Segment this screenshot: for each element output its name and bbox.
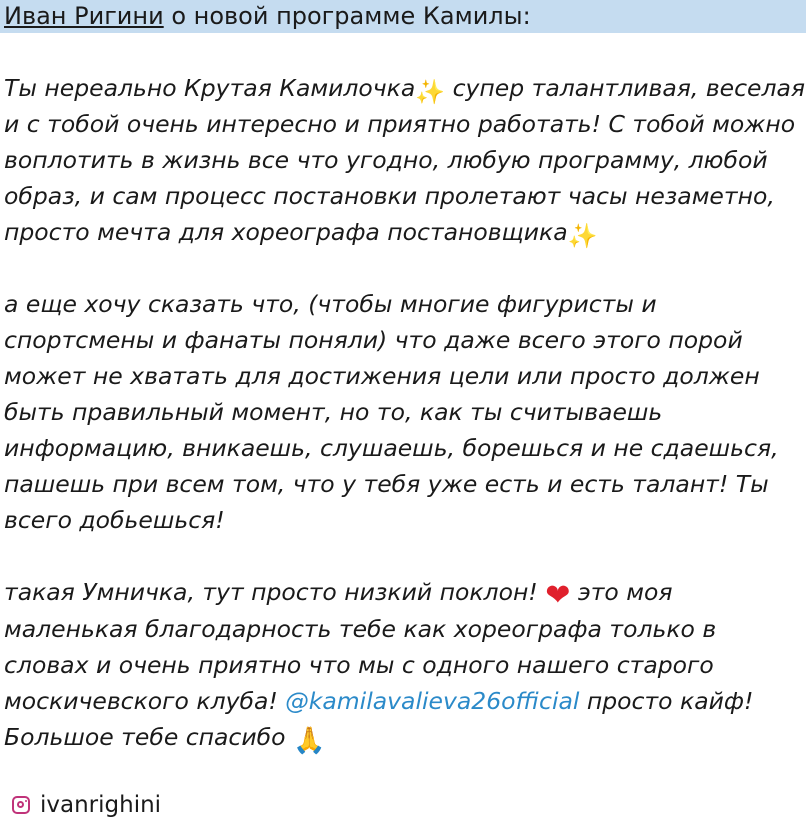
paragraph-3 bbox=[4, 574, 806, 755]
paragraph-2: а еще хочу сказать что, (чтобы многие фигуристы и спортсмены и фанаты поняли) что даже всего этого порой может не хватать для достижения цели или просто должен быть правильный момент, но то, как ты считываешь информацию, вникаешь, слушаешь, борешься и не сдаешься, пашешь при всем том, что у тебя уже есть и есть талант! Ты всего добьешься! bbox=[4, 290, 779, 534]
praying-hands-icon: 🙏 bbox=[292, 726, 326, 756]
paragraph-spacer bbox=[4, 538, 806, 574]
paragraph-spacer bbox=[4, 250, 806, 286]
paragraph-3-text-c: просто кайф! Большое тебе спасибо bbox=[4, 687, 754, 751]
post-footer bbox=[12, 788, 161, 822]
author-link[interactable]: Иван Ригини bbox=[4, 2, 164, 30]
sparkles-icon: ✨ bbox=[415, 78, 446, 106]
paragraph-1-text-a: Ты нереально Крутая Камилочка bbox=[4, 74, 416, 102]
paragraph-1-text-b: супер талантливая, веселая и с тобой очень интересно и приятно работать! С тобой можно воплотить в жизнь все что угодно, любую программу, любой образ, и сам процесс постановки пролетают часы незаметно, просто мечта для хореографа постановщика bbox=[4, 74, 806, 246]
paragraph-1 bbox=[4, 70, 806, 250]
paragraph-3-text-a: такая Умничка, тут просто низкий поклон! bbox=[4, 578, 546, 606]
paragraph-3-text-b: это моя маленькая благодарность тебе как хореографа только в словах и очень приятно что мы с одного нашего старого москичевского клуба! bbox=[4, 578, 717, 715]
post-body bbox=[4, 70, 806, 755]
heart-icon: ❤ bbox=[545, 578, 571, 613]
post-header bbox=[0, 0, 806, 33]
header-caption: о новой программе Камилы: bbox=[163, 2, 531, 30]
instagram-username[interactable]: ivanrighini bbox=[40, 792, 162, 818]
sparkles-icon: ✨ bbox=[567, 222, 598, 250]
instagram-icon bbox=[12, 796, 30, 814]
mention-link[interactable]: @kamilavalieva26official bbox=[285, 687, 580, 715]
